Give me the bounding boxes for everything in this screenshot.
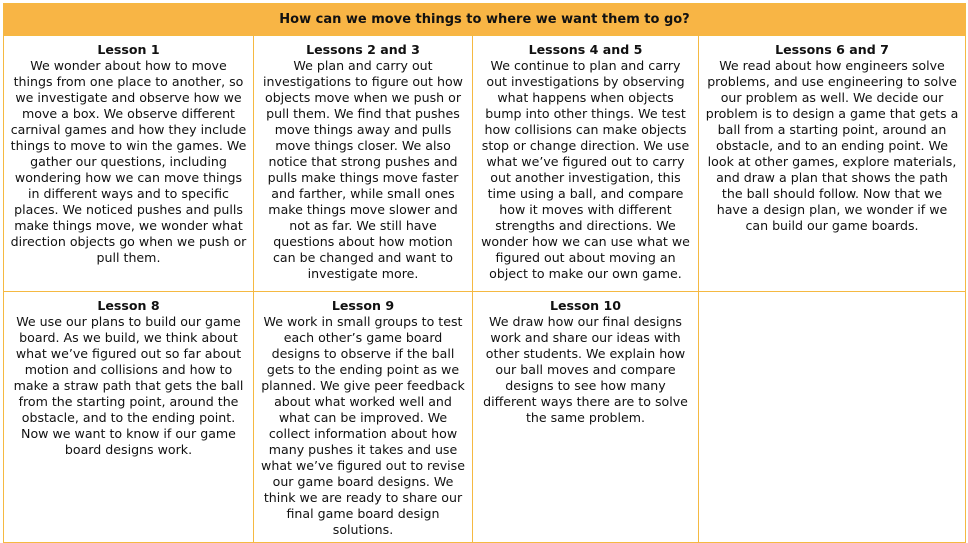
lesson-title: Lesson 10 — [549, 298, 622, 313]
lesson-text: We continue to plan and carry out investigations by observing what happens when objects bump into other things. We test how collisions can make objects stop or change direction. We use what we’ve figured out to carry out another investigation, this time using a ball, and compare how it moves with different strengths and directions. We wonder how we can use what we figured out about moving an object to make our own game. — [481, 58, 690, 281]
lesson-cell-4-5 — [473, 36, 699, 292]
empty-cell — [699, 292, 966, 543]
lesson-text: We draw how our final designs work and share our ideas with other students. We explain how our ball moves and compare designs to see how many different ways there are to solve the same problem. — [483, 314, 688, 425]
lesson-title: Lessons 4 and 5 — [528, 42, 643, 57]
lesson-text: We use our plans to build our game board. As we build, we think about what we’ve figured out so far about motion and collisions and how to make a straw path that gets the ball from the starting point, around the obstacle, and to the ending point. Now we want to know if our game board designs work. — [13, 314, 244, 457]
lesson-text: We wonder about how to move things from one place to another, so we investigate and observe how we move a box. We observe different carnival games and how they include things to move to win the games. We gather our questions, including wondering how we can move things in different ways and to specific places. We noticed pushes and pulls make things move, we wonder what direction objects go when we push or pull them. — [10, 58, 247, 265]
lesson-cell-1 — [4, 36, 254, 292]
lesson-cell-6-7 — [699, 36, 966, 292]
lesson-table — [3, 3, 966, 543]
lesson-text: We work in small groups to test each other’s game board designs to observe if the ball gets to the ending point as we planned. We give peer feedback about what worked well and what can be improved. We collect information about how many pushes it takes and use what we’ve figured out to revise our game board designs. We think we are ready to share our final game board design solutions. — [261, 314, 465, 537]
lesson-title: Lesson 9 — [331, 298, 395, 313]
lesson-title: Lesson 1 — [97, 42, 160, 57]
lesson-title: Lessons 6 and 7 — [775, 42, 889, 57]
lesson-cell-9 — [254, 292, 473, 543]
lesson-cell-10 — [473, 292, 699, 543]
lesson-storyline — [3, 3, 965, 543]
lesson-text: We plan and carry out investigations to figure out how objects move when we push or pull them. We find that pushes move things away and pulls move things closer. We also notice that strong pushes and pulls make things move faster and farther, while small ones make things move slower and not as far. We still have questions about how motion can be changed and want to investigate more. — [263, 58, 463, 281]
lesson-title: Lessons 2 and 3 — [306, 42, 420, 57]
lesson-cell-8 — [4, 292, 254, 543]
lesson-title: Lesson 8 — [97, 298, 160, 313]
lesson-cell-2-3 — [254, 36, 473, 292]
lesson-text: We read about how engineers solve problems, and use engineering to solve our problem as well. We decide our problem is to design a game that gets a ball from a starting point, around an obstacle, and to an ending point. We look at other games, explore materials, and draw a plan that shows the path the ball should follow. Now that we have a design plan, we wonder if we can build our game boards. — [705, 58, 959, 233]
table-header: How can we move things to where we want them to go? — [4, 4, 966, 36]
